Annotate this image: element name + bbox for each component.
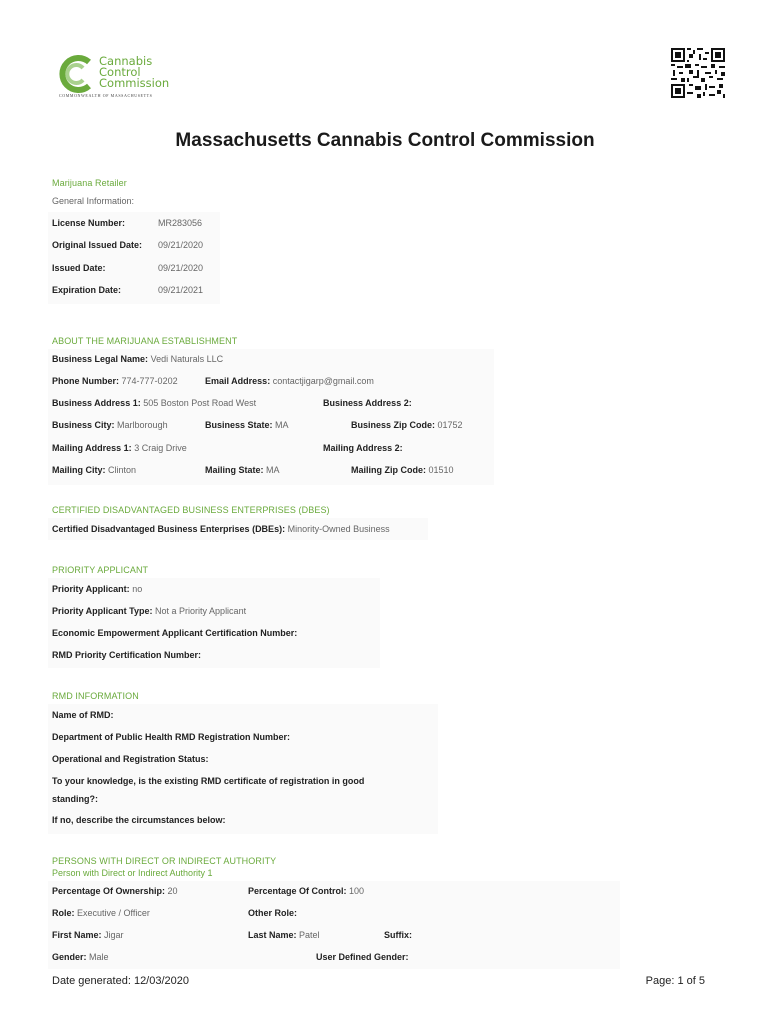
city-label: Business City: [52,420,115,430]
mail1-row [52,443,187,453]
mail2-label: Mailing Address 2: [323,443,403,453]
other-role-row [248,908,297,918]
rmd-priority-row [52,650,201,660]
mail-zip-row [351,465,454,475]
role-label: Role: [52,908,75,918]
ownership-row [52,886,178,896]
state-row [205,420,289,430]
page-number: Page: 1 of 5 [645,975,705,987]
first-name-row [52,930,124,940]
dph-registration-label: Department of Public Health RMD Registration Number: [52,732,291,742]
phone-label: Phone Number: [52,376,120,386]
address1: 505 Boston Post Road West [143,398,257,408]
phone-number: 774-777-0202 [121,376,178,386]
first-name-label: First Name: [52,930,102,940]
control-label: Percentage Of Control: [248,886,347,896]
mail2-row [323,443,403,453]
address1-row [52,398,256,408]
email-label: Email Address: [205,376,271,386]
logo-mark-icon [55,54,97,94]
priority-applicant-label: Priority Applicant: [52,584,130,594]
priority-type-label: Priority Applicant Type: [52,606,153,616]
issued-date: 09/21/2020 [158,263,204,273]
first-name: Jigar [104,930,124,940]
state: MA [275,420,289,430]
priority-heading: PRIORITY APPLICANT [52,565,149,575]
mail-city-row [52,465,136,475]
last-name: Patel [299,930,320,940]
license-type: Marijuana Retailer [52,178,127,188]
legal-name-label: Business Legal Name: [52,354,149,364]
establishment-heading: ABOUT THE MARIJUANA ESTABLISHMENT [52,336,238,346]
logo-subtitle: COMMONWEALTH OF MASSACHUSETTS [59,93,153,98]
original-issued-date: 09/21/2020 [158,240,204,250]
mail-zip-label: Mailing Zip Code: [351,465,426,475]
last-name-row [248,930,320,940]
dbe-value: Minority-Owned Business [287,524,390,534]
mail-city-label: Mailing City: [52,465,106,475]
zip-row [351,420,463,430]
gender-row [52,952,109,962]
address2-row [323,398,412,408]
logo-line-2: Control [99,65,141,79]
role-row [52,908,150,918]
rmd-heading: RMD INFORMATION [52,691,139,701]
suffix-row [384,930,412,940]
rmd-status-label: Operational and Registration Status: [52,754,209,764]
legal-name: Vedi Naturals LLC [150,354,224,364]
legal-name-row [52,354,223,364]
user-gender-row [316,952,409,962]
address1-label: Business Address 1: [52,398,141,408]
license-number-label: License Number: [52,218,126,228]
qr-code-icon [671,48,725,98]
expiration-date: 09/21/2021 [158,285,204,295]
circumstances-label: If no, describe the circumstances below: [52,815,226,825]
priority-applicant-row [52,584,142,594]
user-gender-label: User Defined Gender: [316,952,409,962]
mail-zip-code: 01510 [428,465,454,475]
mail1-label: Mailing Address 1: [52,443,132,453]
other-role-label: Other Role: [248,908,298,918]
dbe-heading: CERTIFIED DISADVANTAGED BUSINESS ENTERPRISES (DBES) [52,505,330,515]
eea-row [52,628,297,638]
email-address: contactjigarp@gmail.com [272,376,374,386]
license-number: MR283056 [158,218,203,228]
phone-row [52,376,178,386]
city-row [52,420,168,430]
eea-label: Economic Empowerment Applicant Certification Number: [52,628,298,638]
email-row [205,376,374,386]
good-standing-label-2: standing?: [52,794,98,804]
person-1-subheading: Person with Direct or Indirect Authority 1 [52,868,213,878]
last-name-label: Last Name: [248,930,297,940]
logo-line-3: Commission [99,76,170,90]
original-issued-label: Original Issued Date: [52,240,143,250]
mail1: 3 Craig Drive [134,443,187,453]
issued-date-label: Issued Date: [52,263,106,273]
ownership-label: Percentage Of Ownership: [52,886,166,896]
city: Marlborough [117,420,168,430]
expiration-date-label: Expiration Date: [52,285,122,295]
mail-state: MA [266,465,280,475]
gender-value: Male [89,952,109,962]
control-row [248,886,364,896]
address2-label: Business Address 2: [323,398,412,408]
control-value: 100 [349,886,365,896]
priority-type-row [52,606,246,616]
mail-city: Clinton [108,465,137,475]
good-standing-label-1: To your knowledge, is the existing RMD certificate of registration in good [52,776,365,786]
logo-line-1: Cannabis [99,54,153,68]
mail-state-label: Mailing State: [205,465,264,475]
commission-logo [55,52,185,102]
logo-wordmark [99,56,169,89]
dbe-label: Certified Disadvantaged Business Enterprises (DBEs): [52,524,286,534]
persons-heading: PERSONS WITH DIRECT OR INDIRECT AUTHORITY [52,856,277,866]
mail-state-row [205,465,280,475]
zip-label: Business Zip Code: [351,420,436,430]
zip-code: 01752 [437,420,463,430]
role-value: Executive / Officer [77,908,150,918]
priority-applicant: no [132,584,143,594]
state-label: Business State: [205,420,273,430]
date-generated: Date generated: 12/03/2020 [52,975,190,987]
rmd-priority-label: RMD Priority Certification Number: [52,650,202,660]
dbe-row [52,524,390,534]
priority-type: Not a Priority Applicant [155,606,247,616]
gender-label: Gender: [52,952,87,962]
page-title: Massachusetts Cannabis Control Commission [175,130,595,151]
rmd-name-label: Name of RMD: [52,710,114,720]
suffix-label: Suffix: [384,930,412,940]
ownership-value: 20 [167,886,178,896]
general-info-heading: General Information: [52,196,135,206]
